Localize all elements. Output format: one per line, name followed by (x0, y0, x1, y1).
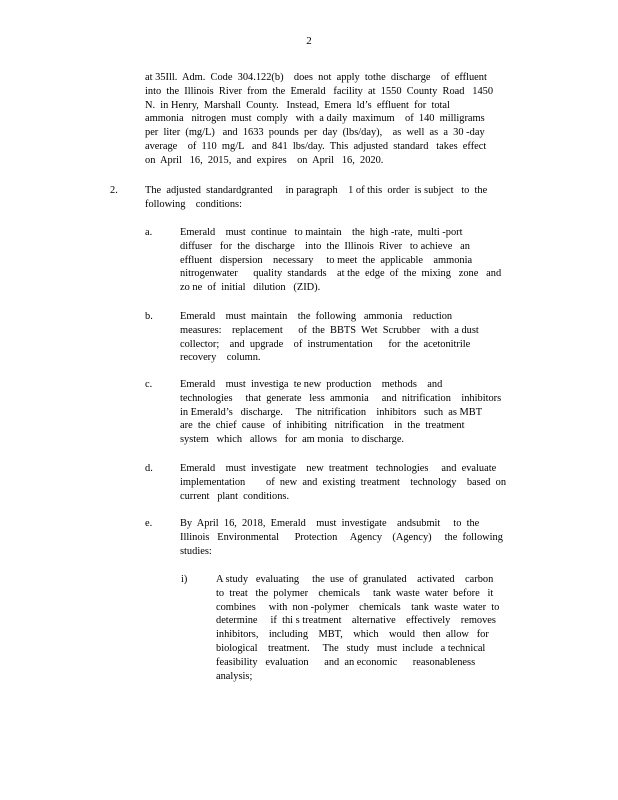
text-line: to treat the polymer chemicals tank waste water before it (216, 587, 494, 599)
text-line: on April 16, 2015, and expires on April 16, 2020. (145, 154, 384, 166)
section-number: 2. (110, 185, 118, 196)
text-line: diffuser for the discharge into the Illinois River to achieve an (180, 240, 470, 252)
condition-text (180, 226, 505, 295)
text-line: recovery column. (180, 352, 261, 364)
text-line: A study evaluating the use of granulated activated carbon (216, 574, 494, 585)
text-line: Emerald must investiga te new production methods and (180, 379, 443, 390)
condition-text (180, 378, 505, 447)
text-line: implementation of new and existing treatment technology based on (180, 476, 507, 488)
text-line: feasibility evaluation and an economic reasonableness (216, 656, 476, 668)
text-line: system which allows for am monia to discharge. (180, 434, 405, 446)
section-paragraph (145, 184, 503, 212)
study-text (216, 573, 505, 683)
text-line: measures: replacement of the BBTS Wet Scrubber with a dust (180, 324, 479, 336)
text-line: ammonia nitrogen must comply with a daily maximum of 140 milligrams (145, 113, 485, 125)
text-line: are the chief cause of inhibiting nitrification in the treatment (180, 420, 465, 432)
text-line: determine if thi s treatment alternative effectively removes (216, 615, 496, 627)
text-line: inhibitors, including MBT, which would then allow for (216, 629, 489, 641)
text-line: analysis; (216, 670, 253, 682)
condition-label: d. (145, 463, 153, 474)
text-line: nitrogenwater quality standards at the edge of the mixing zone and (180, 268, 502, 280)
text-line: collector; and upgrade of instrumentation for the acetonitrile (180, 338, 471, 350)
condition-label: a. (145, 227, 153, 238)
text-line: combines with non -polymer chemicals tank waste water to (216, 601, 500, 613)
text-line: The adjusted standardgranted in paragraph 1 of this order is subject to the (145, 185, 488, 196)
condition-label: e. (145, 518, 153, 529)
condition-label: c. (145, 379, 153, 390)
text-line: technologies that generate less ammonia and nitrification inhibitors (180, 392, 502, 404)
text-line: Emerald must maintain the following ammonia reduction (180, 311, 453, 322)
condition-text (180, 462, 505, 503)
text-line: into the Illinois River from the Emerald facility at 1550 County Road 1450 (145, 85, 494, 97)
text-line: By April 16, 2018, Emerald must investigate andsubmit to the (180, 518, 480, 529)
page-number: 2 (306, 35, 312, 47)
study-label: i) (181, 574, 188, 585)
text-line: N. in Henry, Marshall County. Instead, Emera ld’s effluent for total (145, 99, 450, 111)
intro-paragraph (145, 71, 503, 168)
text-line: biological treatment. The study must include a technical (216, 642, 486, 654)
text-line: per liter (mg/L) and 1633 pounds per day (lbs/day), as well as a 30 -day (145, 127, 485, 139)
text-line: Emerald must continue to maintain the high -rate, multi -port (180, 227, 463, 238)
text-line: zo ne of initial dilution (ZID). (180, 282, 321, 294)
text-line: Illinois Environmental Protection Agency (Agency) the following (180, 531, 503, 543)
text-line: at 35Ill. Adm. Code 304.122(b) does not apply tothe discharge of effluent (145, 72, 487, 83)
text-line: studies: (180, 545, 212, 557)
condition-label: b. (145, 311, 153, 322)
text-line: average of 110 mg/L and 841 lbs/day. This adjusted standard takes effect (145, 140, 487, 152)
text-line: Emerald must investigate new treatment technologies and evaluate (180, 463, 497, 474)
condition-text (180, 517, 505, 558)
text-line: effluent dispersion necessary to meet the applicable ammonia (180, 254, 473, 266)
text-line: current plant conditions. (180, 490, 290, 502)
text-line: following conditions: (145, 198, 242, 210)
condition-text (180, 310, 505, 365)
text-line: in Emerald’s discharge. The nitrification inhibitors such as MBT (180, 406, 483, 418)
